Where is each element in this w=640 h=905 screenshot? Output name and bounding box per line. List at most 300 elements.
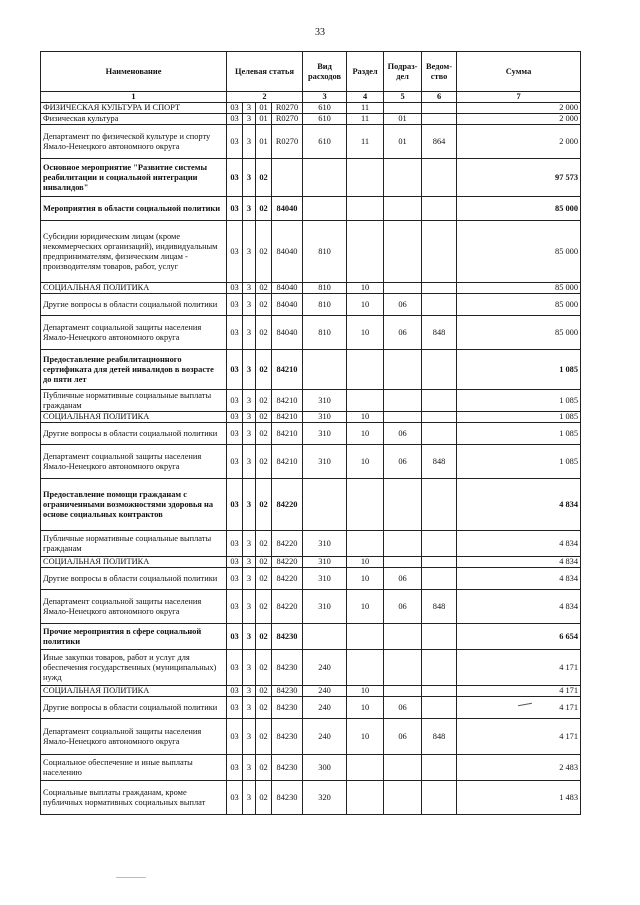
row-name: Другие вопросы в области социальной политики (41, 423, 227, 445)
code-direction: 84040 (272, 294, 303, 316)
table-row (41, 568, 581, 590)
cell-vedomstvo: 864 (422, 125, 457, 159)
cell-podrazdel: 06 (384, 294, 422, 316)
code-subprogram: 3 (243, 719, 256, 755)
code-program: 03 (227, 590, 243, 624)
code-subprogram: 3 (243, 159, 256, 197)
cell-vid (303, 197, 347, 221)
cell-vid (303, 350, 347, 390)
budget-table (40, 51, 581, 815)
row-name: Субсидии юридическим лицам (кроме некоммерческих организаций), индивидуальным предпринимателям, физическим лицам - производителям товаров, работ, услуг (41, 221, 227, 283)
cell-vedomstvo (422, 103, 457, 114)
code-direction: R0270 (272, 103, 303, 114)
code-event: 02 (256, 557, 272, 568)
cell-podrazdel: 06 (384, 719, 422, 755)
code-event: 02 (256, 531, 272, 557)
row-name: Другие вопросы в области социальной политики (41, 568, 227, 590)
code-program: 03 (227, 650, 243, 686)
cell-vid: 810 (303, 294, 347, 316)
table-body (41, 103, 581, 815)
cell-sum: 4 834 (457, 557, 581, 568)
code-direction: 84210 (272, 390, 303, 412)
row-name: Публичные нормативные социальные выплаты гражданам (41, 390, 227, 412)
code-program: 03 (227, 159, 243, 197)
code-subprogram: 3 (243, 590, 256, 624)
cell-razdel: 10 (347, 557, 384, 568)
code-event: 02 (256, 423, 272, 445)
cell-vedomstvo: 848 (422, 719, 457, 755)
row-name: Прочие мероприятия в сфере социальной политики (41, 624, 227, 650)
code-direction: 84230 (272, 719, 303, 755)
code-program: 03 (227, 294, 243, 316)
cell-vedomstvo (422, 697, 457, 719)
header-vedomstvo: Ведом-ство (422, 52, 457, 92)
cell-sum: 1 085 (457, 390, 581, 412)
code-subprogram: 3 (243, 568, 256, 590)
code-program: 03 (227, 531, 243, 557)
cell-podrazdel (384, 412, 422, 423)
cell-podrazdel (384, 686, 422, 697)
cell-sum: 97 573 (457, 159, 581, 197)
cell-sum: 4 834 (457, 568, 581, 590)
cell-razdel: 10 (347, 283, 384, 294)
cell-razdel: 10 (347, 686, 384, 697)
cell-razdel: 11 (347, 103, 384, 114)
cell-razdel: 10 (347, 316, 384, 350)
code-event: 02 (256, 624, 272, 650)
code-subprogram: 3 (243, 114, 256, 125)
code-event: 02 (256, 159, 272, 197)
cell-vedomstvo (422, 221, 457, 283)
cell-vedomstvo (422, 283, 457, 294)
code-subprogram: 3 (243, 316, 256, 350)
table-row (41, 755, 581, 781)
row-name: Предоставление реабилитационного сертификата для детей инвалидов в возрасте до пяти лет (41, 350, 227, 390)
cell-vid: 810 (303, 283, 347, 294)
cell-vid: 310 (303, 423, 347, 445)
cell-sum: 4 171 (457, 719, 581, 755)
table-row (41, 114, 581, 125)
cell-vid: 810 (303, 221, 347, 283)
header-target: Целевая статья (227, 52, 303, 92)
cell-sum: 4 171 (457, 686, 581, 697)
table-row (41, 686, 581, 697)
code-direction: 84210 (272, 350, 303, 390)
row-name: Социальное обеспечение и иные выплаты населению (41, 755, 227, 781)
row-name: Иные закупки товаров, работ и услуг для обеспечения государственных (муниципальных) нужд (41, 650, 227, 686)
table-row (41, 445, 581, 479)
cell-sum: 1 483 (457, 781, 581, 815)
cell-podrazdel (384, 755, 422, 781)
table-row (41, 350, 581, 390)
code-event: 02 (256, 390, 272, 412)
cell-razdel: 10 (347, 294, 384, 316)
cell-podrazdel (384, 103, 422, 114)
table-row (41, 650, 581, 686)
cell-sum: 85 000 (457, 294, 581, 316)
code-direction: 84220 (272, 557, 303, 568)
header-number: 4 (347, 92, 384, 103)
cell-vid: 310 (303, 412, 347, 423)
cell-vedomstvo (422, 412, 457, 423)
cell-razdel: 10 (347, 590, 384, 624)
table-row (41, 697, 581, 719)
code-direction: 84210 (272, 445, 303, 479)
cell-razdel (347, 159, 384, 197)
cell-vid (303, 159, 347, 197)
header-number-row (41, 92, 581, 103)
code-program: 03 (227, 350, 243, 390)
cell-podrazdel (384, 479, 422, 531)
cell-vid: 810 (303, 316, 347, 350)
row-name: ФИЗИЧЕСКАЯ КУЛЬТУРА И СПОРТ (41, 103, 227, 114)
cell-podrazdel: 06 (384, 590, 422, 624)
row-name: Основное мероприятие "Развитие системы реабилитации и социальной интеграции инвалидов" (41, 159, 227, 197)
cell-podrazdel: 01 (384, 114, 422, 125)
table-row (41, 316, 581, 350)
cell-sum: 4 171 (457, 650, 581, 686)
code-subprogram: 3 (243, 557, 256, 568)
cell-sum: 4 834 (457, 590, 581, 624)
cell-sum: 1 085 (457, 445, 581, 479)
cell-podrazdel (384, 624, 422, 650)
code-subprogram: 3 (243, 781, 256, 815)
cell-vedomstvo (422, 568, 457, 590)
table-row (41, 624, 581, 650)
code-event: 02 (256, 294, 272, 316)
code-direction: 84040 (272, 316, 303, 350)
code-program: 03 (227, 719, 243, 755)
table-row (41, 479, 581, 531)
code-event: 02 (256, 445, 272, 479)
code-program: 03 (227, 624, 243, 650)
cell-podrazdel: 01 (384, 125, 422, 159)
cell-vid: 320 (303, 781, 347, 815)
code-program: 03 (227, 221, 243, 283)
code-direction: 84230 (272, 650, 303, 686)
header-podrazdel: Подраз-дел (384, 52, 422, 92)
code-event: 02 (256, 697, 272, 719)
table-row (41, 781, 581, 815)
table-row (41, 103, 581, 114)
cell-vedomstvo: 848 (422, 590, 457, 624)
code-direction: 84220 (272, 479, 303, 531)
header-number: 7 (457, 92, 581, 103)
code-direction: 84230 (272, 697, 303, 719)
cell-vid: 310 (303, 557, 347, 568)
code-program: 03 (227, 114, 243, 125)
cell-podrazdel (384, 221, 422, 283)
code-subprogram: 3 (243, 294, 256, 316)
row-name: СОЦИАЛЬНАЯ ПОЛИТИКА (41, 412, 227, 423)
cell-vid: 240 (303, 697, 347, 719)
code-program: 03 (227, 125, 243, 159)
cell-razdel (347, 390, 384, 412)
code-program: 03 (227, 781, 243, 815)
cell-sum: 85 000 (457, 316, 581, 350)
code-event: 02 (256, 650, 272, 686)
code-event: 02 (256, 479, 272, 531)
code-subprogram: 3 (243, 350, 256, 390)
table-row (41, 390, 581, 412)
cell-vedomstvo (422, 350, 457, 390)
code-event: 02 (256, 412, 272, 423)
cell-podrazdel: 06 (384, 697, 422, 719)
table-row (41, 412, 581, 423)
cell-vid: 610 (303, 103, 347, 114)
cell-vid: 310 (303, 390, 347, 412)
code-program: 03 (227, 423, 243, 445)
cell-sum: 85 000 (457, 283, 581, 294)
cell-razdel (347, 531, 384, 557)
code-subprogram: 3 (243, 624, 256, 650)
code-event: 01 (256, 103, 272, 114)
page-number: 33 (315, 27, 325, 38)
cell-vedomstvo (422, 755, 457, 781)
cell-razdel: 10 (347, 445, 384, 479)
code-direction: 84220 (272, 568, 303, 590)
cell-vid: 240 (303, 686, 347, 697)
cell-vedomstvo (422, 294, 457, 316)
code-direction: R0270 (272, 125, 303, 159)
code-program: 03 (227, 686, 243, 697)
code-event: 02 (256, 350, 272, 390)
header-number: 3 (303, 92, 347, 103)
code-direction: 84220 (272, 531, 303, 557)
code-program: 03 (227, 390, 243, 412)
cell-podrazdel: 06 (384, 568, 422, 590)
table-row (41, 159, 581, 197)
cell-sum: 2 483 (457, 755, 581, 781)
cell-podrazdel (384, 781, 422, 815)
cell-sum: 2 000 (457, 114, 581, 125)
code-program: 03 (227, 283, 243, 294)
row-name: Публичные нормативные социальные выплаты гражданам (41, 531, 227, 557)
cell-vedomstvo: 848 (422, 445, 457, 479)
code-subprogram: 3 (243, 283, 256, 294)
row-name: Другие вопросы в области социальной политики (41, 697, 227, 719)
cell-razdel (347, 781, 384, 815)
code-program: 03 (227, 755, 243, 781)
cell-podrazdel (384, 350, 422, 390)
header-number: 6 (422, 92, 457, 103)
row-name: Департамент по физической культуре и спорту Ямало-Ненецкого автономного округа (41, 125, 227, 159)
code-subprogram: 3 (243, 423, 256, 445)
cell-vedomstvo (422, 197, 457, 221)
row-name: Физическая культура (41, 114, 227, 125)
code-event: 02 (256, 686, 272, 697)
header-summa: Сумма (457, 52, 581, 92)
code-program: 03 (227, 697, 243, 719)
code-event: 02 (256, 781, 272, 815)
header-vid: Вид расходов (303, 52, 347, 92)
cell-sum: 85 000 (457, 197, 581, 221)
code-event: 02 (256, 755, 272, 781)
cell-vedomstvo (422, 423, 457, 445)
code-direction: R0270 (272, 114, 303, 125)
code-direction: 84230 (272, 686, 303, 697)
code-event: 01 (256, 125, 272, 159)
cell-podrazdel: 06 (384, 316, 422, 350)
code-program: 03 (227, 557, 243, 568)
table-row (41, 531, 581, 557)
cell-vid (303, 479, 347, 531)
code-event: 02 (256, 221, 272, 283)
cell-vid: 240 (303, 719, 347, 755)
cell-razdel: 10 (347, 568, 384, 590)
code-subprogram: 3 (243, 697, 256, 719)
row-name: Департамент социальной защиты населения Ямало-Ненецкого автономного округа (41, 316, 227, 350)
code-subprogram: 3 (243, 531, 256, 557)
cell-sum: 4 171 (457, 697, 581, 719)
code-program: 03 (227, 412, 243, 423)
cell-vid: 300 (303, 755, 347, 781)
cell-vedomstvo (422, 159, 457, 197)
code-subprogram: 3 (243, 445, 256, 479)
row-name: СОЦИАЛЬНАЯ ПОЛИТИКА (41, 283, 227, 294)
code-program: 03 (227, 316, 243, 350)
cell-razdel: 10 (347, 412, 384, 423)
cell-sum: 85 000 (457, 221, 581, 283)
cell-vid (303, 624, 347, 650)
code-program: 03 (227, 479, 243, 531)
code-direction: 84040 (272, 221, 303, 283)
cell-vid: 310 (303, 568, 347, 590)
cell-vedomstvo (422, 624, 457, 650)
code-subprogram: 3 (243, 125, 256, 159)
cell-vedomstvo (422, 650, 457, 686)
code-direction: 84230 (272, 755, 303, 781)
cell-razdel: 10 (347, 697, 384, 719)
code-event: 01 (256, 114, 272, 125)
cell-podrazdel: 06 (384, 445, 422, 479)
cell-podrazdel (384, 159, 422, 197)
code-event: 02 (256, 719, 272, 755)
cell-podrazdel (384, 531, 422, 557)
cell-sum: 2 000 (457, 103, 581, 114)
cell-razdel (347, 479, 384, 531)
table-row (41, 294, 581, 316)
table-row (41, 125, 581, 159)
cell-podrazdel (384, 390, 422, 412)
code-direction: 84230 (272, 624, 303, 650)
cell-razdel: 11 (347, 114, 384, 125)
cell-vedomstvo (422, 781, 457, 815)
cell-razdel (347, 221, 384, 283)
row-name: Социальные выплаты гражданам, кроме публичных нормативных социальных выплат (41, 781, 227, 815)
code-direction: 84230 (272, 781, 303, 815)
cell-vedomstvo (422, 390, 457, 412)
cell-vid: 310 (303, 590, 347, 624)
code-program: 03 (227, 568, 243, 590)
cell-vedomstvo (422, 114, 457, 125)
row-name: Другие вопросы в области социальной политики (41, 294, 227, 316)
cell-vid: 240 (303, 650, 347, 686)
cell-razdel (347, 755, 384, 781)
table-row (41, 423, 581, 445)
code-direction: 84220 (272, 590, 303, 624)
code-subprogram: 3 (243, 390, 256, 412)
code-subprogram: 3 (243, 479, 256, 531)
code-subprogram: 3 (243, 755, 256, 781)
cell-vedomstvo: 848 (422, 316, 457, 350)
table-row (41, 283, 581, 294)
row-name: Департамент социальной защиты населения Ямало-Ненецкого автономного округа (41, 445, 227, 479)
code-subprogram: 3 (243, 686, 256, 697)
code-event: 02 (256, 197, 272, 221)
header-number: 1 (41, 92, 227, 103)
cell-vid: 310 (303, 445, 347, 479)
scan-artifact (116, 877, 146, 878)
code-subprogram: 3 (243, 412, 256, 423)
row-name: СОЦИАЛЬНАЯ ПОЛИТИКА (41, 686, 227, 697)
header-number: 2 (227, 92, 303, 103)
code-subprogram: 3 (243, 221, 256, 283)
cell-sum: 4 834 (457, 479, 581, 531)
row-name: Мероприятия в области социальной политики (41, 197, 227, 221)
cell-podrazdel (384, 283, 422, 294)
cell-razdel (347, 197, 384, 221)
code-program: 03 (227, 445, 243, 479)
cell-podrazdel (384, 650, 422, 686)
cell-razdel: 11 (347, 125, 384, 159)
header-name: Наименование (41, 52, 227, 92)
table-row (41, 719, 581, 755)
row-name: СОЦИАЛЬНАЯ ПОЛИТИКА (41, 557, 227, 568)
cell-vid: 610 (303, 125, 347, 159)
cell-sum: 4 834 (457, 531, 581, 557)
row-name: Предоставление помощи гражданам с ограниченными возможностями здоровья на основе социальных контрактов (41, 479, 227, 531)
header-razdel: Раздел (347, 52, 384, 92)
cell-vedomstvo (422, 686, 457, 697)
header-row (41, 52, 581, 92)
code-direction: 84040 (272, 197, 303, 221)
cell-razdel (347, 624, 384, 650)
cell-vedomstvo (422, 557, 457, 568)
code-direction: 84210 (272, 412, 303, 423)
code-program: 03 (227, 103, 243, 114)
code-event: 02 (256, 283, 272, 294)
cell-razdel: 10 (347, 423, 384, 445)
code-direction: 84210 (272, 423, 303, 445)
cell-sum: 2 000 (457, 125, 581, 159)
table-row (41, 557, 581, 568)
code-direction: 84040 (272, 283, 303, 294)
code-subprogram: 3 (243, 197, 256, 221)
code-subprogram: 3 (243, 103, 256, 114)
cell-vedomstvo (422, 531, 457, 557)
cell-podrazdel (384, 557, 422, 568)
code-program: 03 (227, 197, 243, 221)
code-event: 02 (256, 568, 272, 590)
cell-podrazdel: 06 (384, 423, 422, 445)
row-name: Департамент социальной защиты населения Ямало-Ненецкого автономного округа (41, 590, 227, 624)
table-row (41, 197, 581, 221)
cell-razdel (347, 650, 384, 686)
code-subprogram: 3 (243, 650, 256, 686)
cell-sum: 1 085 (457, 350, 581, 390)
cell-razdel (347, 350, 384, 390)
code-event: 02 (256, 316, 272, 350)
cell-sum: 1 085 (457, 423, 581, 445)
code-direction (272, 159, 303, 197)
table-row (41, 221, 581, 283)
cell-sum: 1 085 (457, 412, 581, 423)
cell-podrazdel (384, 197, 422, 221)
header-number: 5 (384, 92, 422, 103)
cell-vedomstvo (422, 479, 457, 531)
cell-vid: 310 (303, 531, 347, 557)
